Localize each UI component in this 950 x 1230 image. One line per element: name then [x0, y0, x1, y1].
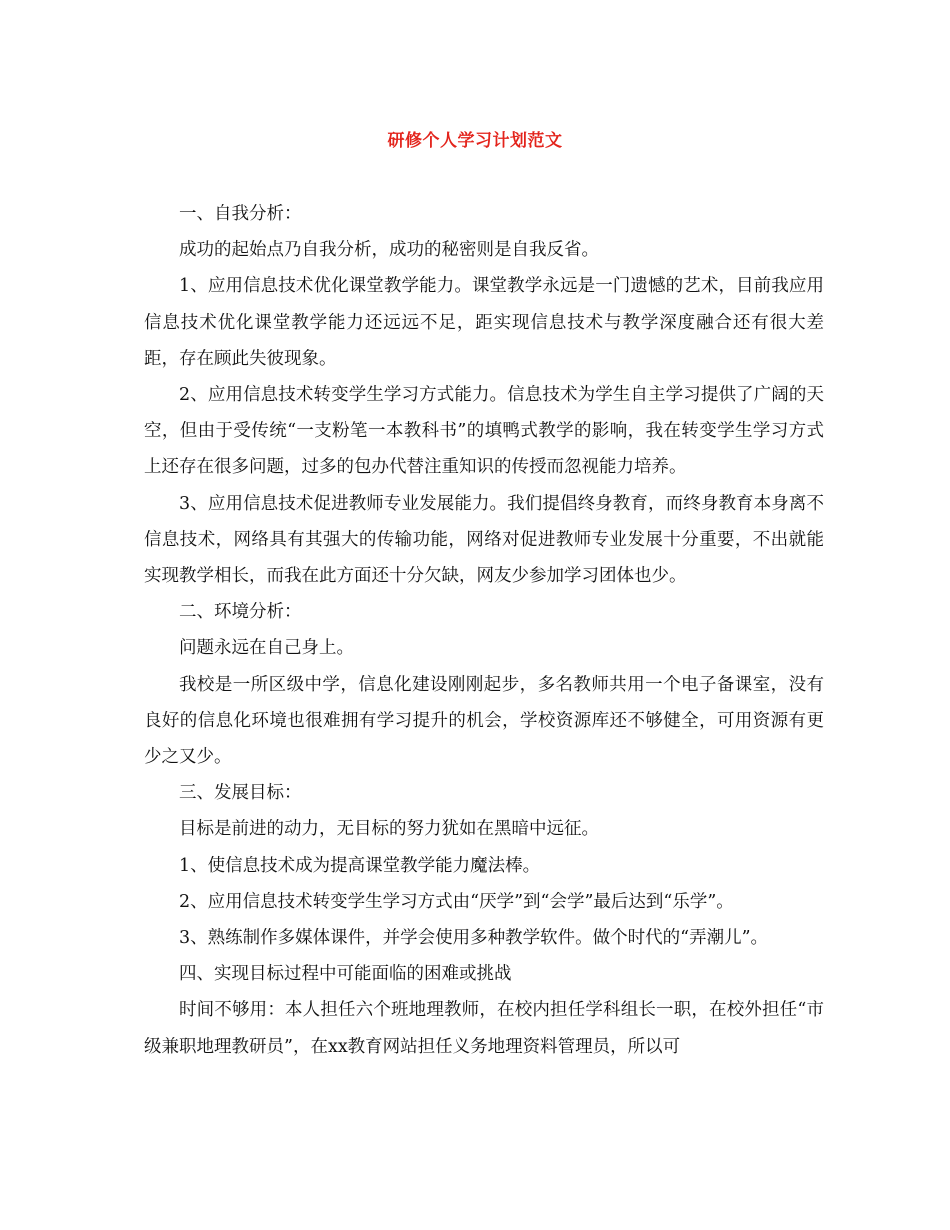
paragraph: 1、使信息技术成为提高课堂教学能力魔法棒。 — [179, 855, 541, 876]
paragraph: 问题永远在自己身上。 — [179, 638, 354, 659]
paragraph: 1、应用信息技术优化课堂教学能力。课堂教学永远是一门遗憾的艺术，目前我应用信息技术优化课堂教学能力还远远不足，距实现信息技术与教学深度融合还有很大差距，存在顾此失彼现象。 — [144, 276, 824, 369]
paragraph: 3、熟练制作多媒体课件，并学会使用多种教学软件。做个时代的“弄潮儿”。 — [179, 928, 769, 949]
paragraph: 3、应用信息技术促进教师专业发展能力。我们提倡终身教育，而终身教育本身离不信息技术，网络具有其强大的传输功能，网络对促进教师专业发展十分重要，不出就能实现教学相长，而我在此方面还十分欠缺，网友少参加学习团体也少。 — [144, 493, 824, 587]
heading-self-analysis: 一、自我分析： — [179, 204, 302, 224]
document-body — [144, 196, 824, 1065]
paragraph: 时间不够用：本人担任六个班地理教师，在校内担任学科组长一职，在校外担任“市级兼职地理教研员”，在xx教育网站担任义务地理资料管理员，所以可 — [144, 1000, 824, 1057]
paragraph: 2、应用信息技术转变学生学习方式能力。信息技术为学生自主学习提供了广阔的天空，但由于受传统“一支粉笔一本教科书”的填鸭式教学的影响，我在转变学生学习方式上还存在很多问题，过多的包办代替注重知识的传授而忽视能力培养。 — [144, 385, 824, 478]
heading-challenges: 四、实现目标过程中可能面临的困难或挑战 — [179, 964, 512, 985]
paragraph: 2、应用信息技术转变学生学习方式由“厌学”到“会学”最后达到“乐学”。 — [179, 891, 734, 912]
document-title: 研修个人学习计划范文 — [387, 131, 563, 151]
heading-development-goals: 三、发展目标： — [179, 783, 302, 804]
paragraph: 我校是一所区级中学，信息化建设刚刚起步，多名教师共用一个电子备课室，没有良好的信息化环境也很难拥有学习提升的机会，学校资源库还不够健全，可用资源有更少之又少。 — [144, 674, 824, 768]
paragraph: 成功的起始点乃自我分析，成功的秘密则是自我反省。 — [179, 240, 599, 261]
heading-environment-analysis: 二、环境分析： — [179, 602, 302, 623]
paragraph: 目标是前进的动力，无目标的努力犹如在黑暗中远征。 — [179, 819, 599, 840]
